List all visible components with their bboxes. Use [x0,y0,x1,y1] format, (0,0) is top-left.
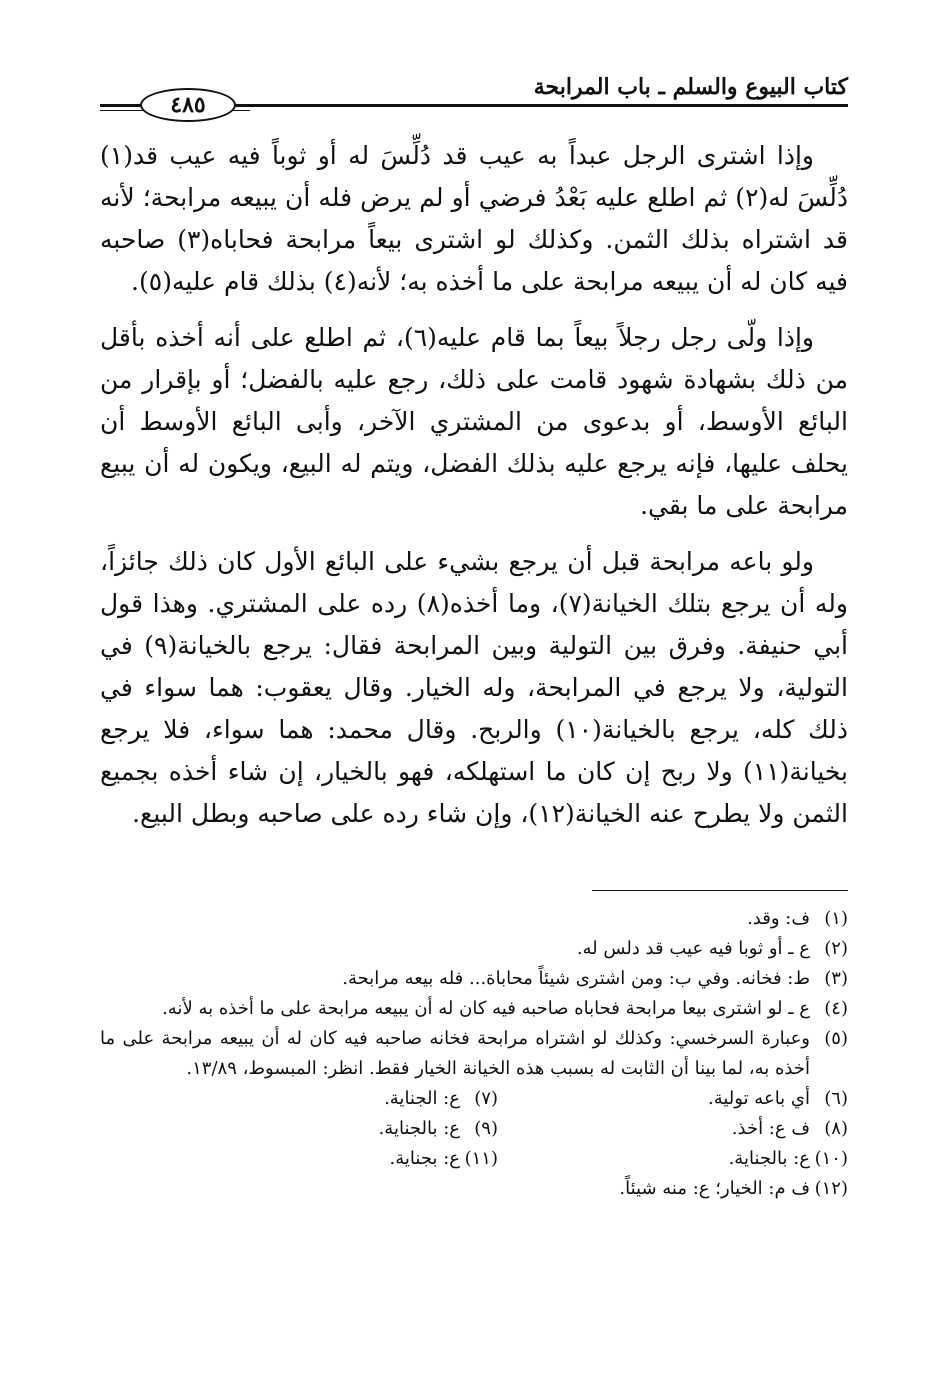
footnote-text: ط: فخانه. وفي ب: ومن اشترى شيئاً محاباة... فله بيعه مرابحة. [342,968,810,989]
footnote-text: ع ـ أو ثوبا فيه عيب قد دلس له. [576,938,810,959]
footnote [100,1174,848,1204]
footnote-number: (٨) [824,1118,848,1139]
footnote-number: (٧) [474,1088,498,1109]
footnote [100,1024,848,1084]
footnotes [100,904,848,1204]
footnote-number: (٤) [824,998,848,1019]
footnote [100,994,848,1024]
footnote-number: (١١) [464,1148,498,1169]
footnote [498,1084,848,1114]
main-text [100,135,848,849]
footnote-number: (٩) [474,1118,498,1139]
footnote-text: ع: بالجناية. [728,1148,810,1169]
footnote [100,904,848,934]
footnote-number: (٥) [824,1028,848,1049]
paragraph: وإذا اشترى الرجل عبداً به عيب قد دُلِّسَ له أو ثوباً فيه عيب قد(١) دُلِّسَ له(٢) ثم اطلع عليه بَعْدُ فرضي أو لم يرض فله أن يبيعه مرابحة؛ لأنه قد اشتراه بذلك الثمن. وكذلك لو اشترى بيعاً مرابحة فحاباه(٣) صاحبه فيه كان له أن يبيعه مرابحة على ما أخذه به؛ لأنه(٤) بذلك قام عليه(٥). [100,141,848,296]
footnote-text: ع: بجناية. [389,1148,460,1169]
footnote-text: ع ـ لو اشترى بيعا مرابحة فحاباه صاحبه فيه كان له أن يبيعه مرابحة على ما أخذه به لأنه. [162,998,810,1019]
footnote [148,1084,498,1114]
footnote-text: ع: الجناية. [384,1088,460,1109]
footnote [148,1144,498,1174]
paragraph: وإذا ولّى رجل رجلاً بيعاً بما قام عليه(٦)، ثم اطلع على أنه أخذه بأقل من ذلك بشهادة شهود قامت على ذلك، رجع عليه بالفضل؛ أو بإقرار من البائع الأوسط، أو بدعوى من المشتري الآخر، وأبى البائع الأوسط أن يحلف عليها، فإنه يرجع عليه بذلك الفضل، ويتم له البيع، ويكون له أن يبيع مرابحة على ما بقي. [100,323,848,520]
footnote [498,1144,848,1174]
footnote-text: ع: بالجناية. [378,1118,460,1139]
paragraph: ولو باعه مرابحة قبل أن يرجع بشيء على البائع الأول كان ذلك جائزاً، وله أن يرجع بتلك الخيانة(٧)، وما أخذه(٨) رده على المشتري. وهذا قول أبي حنيفة. وفرق بين التولية وبين المرابحة فقال: يرجع بالخيانة(٩) في التولية، ولا يرجع في المرابحة، وله الخيار. وقال يعقوب: هما سواء في ذلك كله، يرجع بالخيانة(١٠) والربح. وقال محمد: هما سواء، فلا يرجع بخيانة(١١) ولا ربح إن كان ما استهلكه، فهو بالخيار، إن شاء أخذه بجميع الثمن ولا يطرح عنه الخيانة(١٢)، وإن شاء رده على صاحبه وبطل البيع. [100,547,848,828]
footnote-text: أي باعه تولية. [707,1088,810,1109]
page-header [100,70,848,120]
footnote-text: وعبارة السرخسي: وكذلك لو اشتراه مرابحة فخانه صاحبه فيه كان له أن يبيعه مرابحة على ما أخذه به، لما بينا أن الثابت له بسبب هذه الخيانة الخيار فقط. انظر: المبسوط، ١٣/٨٩. [100,1028,810,1079]
footnote-number: (٦) [824,1088,848,1109]
footnote-text: ف م: الخيار؛ ع: منه شيئاً. [619,1178,810,1199]
page-number: ٤٨٥ [140,88,236,122]
footnote-number: (١) [824,908,848,929]
footnote-number: (٣) [824,968,848,989]
footnote-text: ف: وقد. [747,908,810,929]
footnote [100,964,848,994]
footnote-number: (١٠) [814,1148,848,1169]
footnote-number: (٢) [824,938,848,959]
footnote-text: ف ع: أخذ. [731,1118,810,1139]
footnote [148,1114,498,1144]
footnote [498,1114,848,1144]
running-title: كتاب البيوع والسلم ـ باب المرابحة [533,74,848,100]
footnotes-grid [100,1084,848,1174]
footnote-number: (١٢) [814,1178,848,1199]
footnote-separator [592,890,848,891]
footnote [100,934,848,964]
